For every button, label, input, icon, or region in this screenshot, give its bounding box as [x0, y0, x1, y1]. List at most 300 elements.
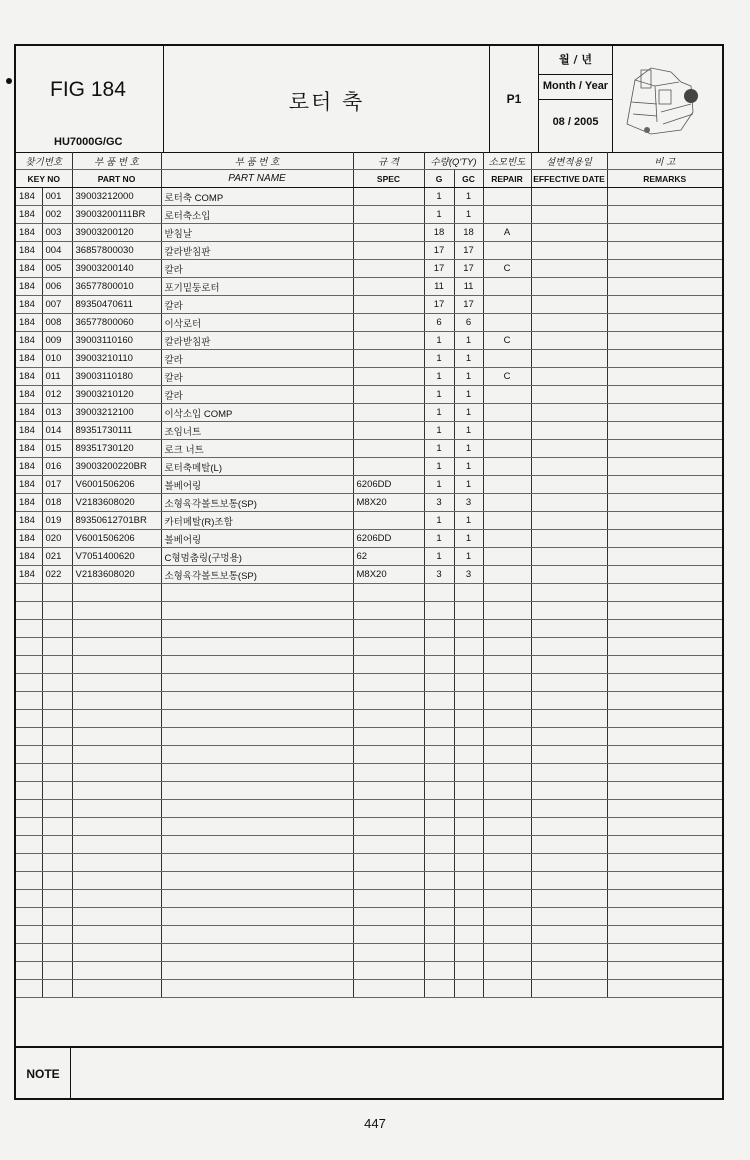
cell-spec	[353, 890, 424, 908]
parts-table	[16, 152, 722, 998]
table-row	[16, 386, 722, 404]
cell-name: 로터축 COMP	[161, 188, 353, 206]
cell-key	[42, 602, 72, 620]
fig-cell	[16, 46, 164, 152]
cell-name	[161, 746, 353, 764]
cell-spec	[353, 854, 424, 872]
empty-row	[16, 962, 722, 980]
cell-name	[161, 584, 353, 602]
cell-key	[42, 728, 72, 746]
cell-eff	[531, 746, 607, 764]
cell-part-no	[72, 692, 161, 710]
cell-part-no: V6001506206	[72, 530, 161, 548]
cell-spec	[353, 512, 424, 530]
cell-eff	[531, 818, 607, 836]
cell-gc	[454, 800, 483, 818]
cell-key	[42, 980, 72, 998]
cell-g	[424, 980, 454, 998]
empty-row	[16, 584, 722, 602]
cell-gc: 1	[454, 440, 483, 458]
cell-gc	[454, 782, 483, 800]
cell-key: 007	[42, 296, 72, 314]
cell-repair	[483, 890, 531, 908]
cell-eff	[531, 944, 607, 962]
empty-row	[16, 800, 722, 818]
cell-key: 002	[42, 206, 72, 224]
page-cell	[490, 46, 539, 152]
cell-repair: C	[483, 260, 531, 278]
month-year-ko: 월 / 년	[539, 46, 612, 75]
cell-key	[42, 764, 72, 782]
cell-g: 1	[424, 404, 454, 422]
cell-fig: 184	[16, 278, 42, 296]
cell-rem	[607, 476, 722, 494]
cell-key	[42, 656, 72, 674]
cell-gc	[454, 638, 483, 656]
cell-name: 소형육각볼트보통(SP)	[161, 494, 353, 512]
cell-repair	[483, 548, 531, 566]
cell-name	[161, 638, 353, 656]
cell-key: 014	[42, 422, 72, 440]
cell-gc: 1	[454, 512, 483, 530]
cell-key	[42, 944, 72, 962]
cell-key	[42, 710, 72, 728]
cell-rem	[607, 512, 722, 530]
cell-repair	[483, 764, 531, 782]
cell-key	[42, 854, 72, 872]
cell-name	[161, 836, 353, 854]
cell-name: C형멈춤링(구멍용)	[161, 548, 353, 566]
cell-name	[161, 764, 353, 782]
cell-gc	[454, 854, 483, 872]
cell-spec	[353, 188, 424, 206]
cell-fig	[16, 962, 42, 980]
cell-g: 1	[424, 548, 454, 566]
cell-part-no	[72, 836, 161, 854]
cell-gc	[454, 710, 483, 728]
cell-spec	[353, 314, 424, 332]
cell-fig	[16, 674, 42, 692]
cell-repair	[483, 728, 531, 746]
cell-fig	[16, 908, 42, 926]
cell-spec	[353, 746, 424, 764]
cell-name: 소형육각볼트보통(SP)	[161, 566, 353, 584]
empty-row	[16, 674, 722, 692]
cell-part-no	[72, 602, 161, 620]
cell-name	[161, 944, 353, 962]
cell-key: 017	[42, 476, 72, 494]
cell-fig	[16, 800, 42, 818]
cell-spec	[353, 278, 424, 296]
cell-name: 칼라	[161, 368, 353, 386]
binding-hole-mark	[6, 78, 12, 84]
cell-fig	[16, 890, 42, 908]
empty-row	[16, 890, 722, 908]
col-eff-en: EFFECTIVE DATE	[531, 170, 607, 188]
cell-rem	[607, 314, 722, 332]
cell-key: 009	[42, 332, 72, 350]
table-row	[16, 278, 722, 296]
cell-rem	[607, 656, 722, 674]
table-row	[16, 530, 722, 548]
cell-eff	[531, 278, 607, 296]
cell-name: 볼베어링	[161, 476, 353, 494]
cell-gc	[454, 908, 483, 926]
cell-fig	[16, 710, 42, 728]
cell-fig: 184	[16, 530, 42, 548]
cell-name	[161, 818, 353, 836]
cell-repair	[483, 818, 531, 836]
cell-part-no	[72, 728, 161, 746]
empty-row	[16, 710, 722, 728]
cell-eff	[531, 620, 607, 638]
cell-fig	[16, 980, 42, 998]
cell-gc	[454, 836, 483, 854]
cell-part-no	[72, 746, 161, 764]
cell-key: 004	[42, 242, 72, 260]
cell-g: 1	[424, 386, 454, 404]
cell-gc: 11	[454, 278, 483, 296]
cell-key: 001	[42, 188, 72, 206]
cell-fig: 184	[16, 224, 42, 242]
cell-spec	[353, 584, 424, 602]
cell-part-no: V2183608020	[72, 566, 161, 584]
cell-key	[42, 926, 72, 944]
cell-spec	[353, 296, 424, 314]
col-repair-ko: 소모빈도	[483, 152, 531, 170]
cell-eff	[531, 404, 607, 422]
cell-part-no	[72, 764, 161, 782]
cell-key: 016	[42, 458, 72, 476]
cell-spec	[353, 458, 424, 476]
cell-rem	[607, 980, 722, 998]
cell-spec	[353, 602, 424, 620]
cell-gc	[454, 944, 483, 962]
cell-g: 18	[424, 224, 454, 242]
cell-key	[42, 872, 72, 890]
cell-g: 1	[424, 332, 454, 350]
cell-eff	[531, 782, 607, 800]
cell-fig: 184	[16, 260, 42, 278]
cell-key	[42, 962, 72, 980]
cell-fig: 184	[16, 566, 42, 584]
cell-part-no	[72, 872, 161, 890]
cell-fig: 184	[16, 386, 42, 404]
cell-fig: 184	[16, 206, 42, 224]
cell-name	[161, 728, 353, 746]
cell-fig: 184	[16, 548, 42, 566]
cell-fig	[16, 944, 42, 962]
cell-rem	[607, 440, 722, 458]
cell-gc	[454, 728, 483, 746]
cell-spec	[353, 818, 424, 836]
col-key-en: KEY NO	[16, 170, 72, 188]
cell-spec	[353, 926, 424, 944]
cell-fig	[16, 620, 42, 638]
cell-eff	[531, 566, 607, 584]
cell-key: 019	[42, 512, 72, 530]
table-row	[16, 224, 722, 242]
cell-fig: 184	[16, 422, 42, 440]
cell-rem	[607, 386, 722, 404]
cell-eff	[531, 422, 607, 440]
cell-eff	[531, 314, 607, 332]
empty-row	[16, 692, 722, 710]
table-row	[16, 512, 722, 530]
cell-eff	[531, 872, 607, 890]
empty-row	[16, 926, 722, 944]
cell-fig: 184	[16, 368, 42, 386]
cell-part-no	[72, 674, 161, 692]
cell-rem	[607, 944, 722, 962]
cell-repair	[483, 242, 531, 260]
cell-gc: 1	[454, 476, 483, 494]
cell-spec	[353, 620, 424, 638]
cell-name	[161, 692, 353, 710]
cell-spec: 6206DD	[353, 476, 424, 494]
cell-name: 로터축메탈(L)	[161, 458, 353, 476]
cell-rem	[607, 926, 722, 944]
cell-spec	[353, 710, 424, 728]
cell-repair	[483, 710, 531, 728]
cell-key	[42, 818, 72, 836]
cell-rem	[607, 494, 722, 512]
cell-name	[161, 674, 353, 692]
cell-key: 015	[42, 440, 72, 458]
cell-spec	[353, 800, 424, 818]
col-spec-ko: 규 격	[353, 152, 424, 170]
cell-eff	[531, 674, 607, 692]
cell-repair	[483, 440, 531, 458]
cell-eff	[531, 512, 607, 530]
model-name: HU7000G/GC	[54, 136, 123, 148]
cell-spec	[353, 872, 424, 890]
cell-key	[42, 890, 72, 908]
cell-fig	[16, 836, 42, 854]
col-qty-gc: GC	[454, 170, 483, 188]
cell-spec	[353, 782, 424, 800]
cell-g: 17	[424, 260, 454, 278]
cell-name	[161, 656, 353, 674]
cell-rem	[607, 458, 722, 476]
cell-g	[424, 962, 454, 980]
cell-key: 012	[42, 386, 72, 404]
empty-row	[16, 854, 722, 872]
cell-key	[42, 782, 72, 800]
cell-name	[161, 962, 353, 980]
cell-g	[424, 764, 454, 782]
cell-repair	[483, 530, 531, 548]
cell-rem	[607, 710, 722, 728]
cell-gc: 1	[454, 404, 483, 422]
cell-eff	[531, 206, 607, 224]
cell-rem	[607, 800, 722, 818]
cell-eff	[531, 188, 607, 206]
col-part-name-ko: 부 품 번 호	[161, 152, 353, 170]
cell-repair	[483, 296, 531, 314]
cell-key: 010	[42, 350, 72, 368]
note-area	[16, 1046, 722, 1100]
cell-repair	[483, 962, 531, 980]
cell-rem	[607, 854, 722, 872]
table-row	[16, 494, 722, 512]
cell-repair	[483, 458, 531, 476]
col-part-name-en: PART NAME	[161, 170, 353, 188]
table-row	[16, 350, 722, 368]
cell-gc: 6	[454, 314, 483, 332]
cell-fig	[16, 782, 42, 800]
cell-gc	[454, 872, 483, 890]
cell-fig	[16, 602, 42, 620]
cell-name: 칼라	[161, 260, 353, 278]
cell-g	[424, 746, 454, 764]
cell-repair	[483, 512, 531, 530]
cell-g	[424, 890, 454, 908]
cell-eff	[531, 530, 607, 548]
cell-part-no: 39003200220BR	[72, 458, 161, 476]
cell-name: 칼라받침판	[161, 242, 353, 260]
cell-fig: 184	[16, 440, 42, 458]
cell-spec	[353, 944, 424, 962]
empty-row	[16, 782, 722, 800]
cell-g	[424, 656, 454, 674]
cell-key	[42, 746, 72, 764]
cell-rem	[607, 296, 722, 314]
cell-key	[42, 836, 72, 854]
parts-sheet	[14, 44, 724, 1100]
cell-g: 11	[424, 278, 454, 296]
cell-gc: 1	[454, 386, 483, 404]
cell-fig: 184	[16, 476, 42, 494]
cell-name	[161, 890, 353, 908]
cell-fig: 184	[16, 188, 42, 206]
cell-fig	[16, 854, 42, 872]
cell-eff	[531, 368, 607, 386]
cell-g: 3	[424, 494, 454, 512]
cell-spec	[353, 332, 424, 350]
table-row	[16, 404, 722, 422]
cell-repair	[483, 206, 531, 224]
cell-eff	[531, 638, 607, 656]
cell-rem	[607, 872, 722, 890]
note-label: NOTE	[16, 1048, 71, 1100]
cell-repair: C	[483, 368, 531, 386]
cell-spec	[353, 206, 424, 224]
cell-gc: 17	[454, 296, 483, 314]
page-title: 로터 축	[288, 90, 365, 114]
cell-eff	[531, 476, 607, 494]
cell-eff	[531, 260, 607, 278]
cell-g	[424, 800, 454, 818]
cell-gc: 17	[454, 242, 483, 260]
cell-spec	[353, 404, 424, 422]
cell-fig: 184	[16, 242, 42, 260]
cell-rem	[607, 908, 722, 926]
cell-gc: 1	[454, 422, 483, 440]
cell-fig	[16, 872, 42, 890]
cell-rem	[607, 404, 722, 422]
cell-repair	[483, 278, 531, 296]
cell-rem	[607, 224, 722, 242]
cell-repair	[483, 854, 531, 872]
cell-name: 이삭로터	[161, 314, 353, 332]
cell-rem	[607, 188, 722, 206]
cell-fig	[16, 656, 42, 674]
cell-g: 1	[424, 512, 454, 530]
cell-fig: 184	[16, 314, 42, 332]
cell-fig: 184	[16, 494, 42, 512]
cell-eff	[531, 728, 607, 746]
cell-g	[424, 692, 454, 710]
col-key-ko: 찾기번호	[16, 152, 72, 170]
cell-name: 칼라받침판	[161, 332, 353, 350]
cell-g	[424, 818, 454, 836]
col-part-no-en: PART NO	[72, 170, 161, 188]
cell-repair	[483, 980, 531, 998]
cell-eff	[531, 656, 607, 674]
cell-name: 카터메탈(R)조합	[161, 512, 353, 530]
header-row-korean	[16, 152, 722, 170]
cell-gc: 1	[454, 368, 483, 386]
cell-fig: 184	[16, 512, 42, 530]
cell-spec	[353, 980, 424, 998]
empty-row	[16, 656, 722, 674]
cell-spec	[353, 260, 424, 278]
cell-part-no: 36857800030	[72, 242, 161, 260]
cell-g: 1	[424, 350, 454, 368]
cell-rem	[607, 206, 722, 224]
cell-gc: 3	[454, 494, 483, 512]
cell-fig: 184	[16, 332, 42, 350]
cell-eff	[531, 548, 607, 566]
cell-g	[424, 674, 454, 692]
table-row	[16, 548, 722, 566]
cell-spec	[353, 368, 424, 386]
cell-repair	[483, 584, 531, 602]
cell-key: 018	[42, 494, 72, 512]
cell-rem	[607, 674, 722, 692]
cell-gc	[454, 620, 483, 638]
cell-g	[424, 710, 454, 728]
cell-part-no	[72, 620, 161, 638]
cell-fig: 184	[16, 350, 42, 368]
table-row	[16, 368, 722, 386]
cell-eff	[531, 458, 607, 476]
empty-row	[16, 602, 722, 620]
cell-part-no	[72, 890, 161, 908]
cell-part-no: 39003110160	[72, 332, 161, 350]
cell-rem	[607, 530, 722, 548]
cell-name: 칼라	[161, 386, 353, 404]
cell-gc	[454, 890, 483, 908]
cell-name: 칼라	[161, 296, 353, 314]
cell-g: 1	[424, 530, 454, 548]
cell-repair: A	[483, 224, 531, 242]
cell-repair	[483, 602, 531, 620]
cell-rem	[607, 278, 722, 296]
empty-row	[16, 746, 722, 764]
cell-gc: 3	[454, 566, 483, 584]
empty-row	[16, 818, 722, 836]
cell-rem	[607, 728, 722, 746]
cell-spec	[353, 422, 424, 440]
cell-rem	[607, 548, 722, 566]
cell-repair	[483, 188, 531, 206]
cell-g: 1	[424, 422, 454, 440]
cell-eff	[531, 962, 607, 980]
cell-part-no	[72, 926, 161, 944]
cell-eff	[531, 224, 607, 242]
